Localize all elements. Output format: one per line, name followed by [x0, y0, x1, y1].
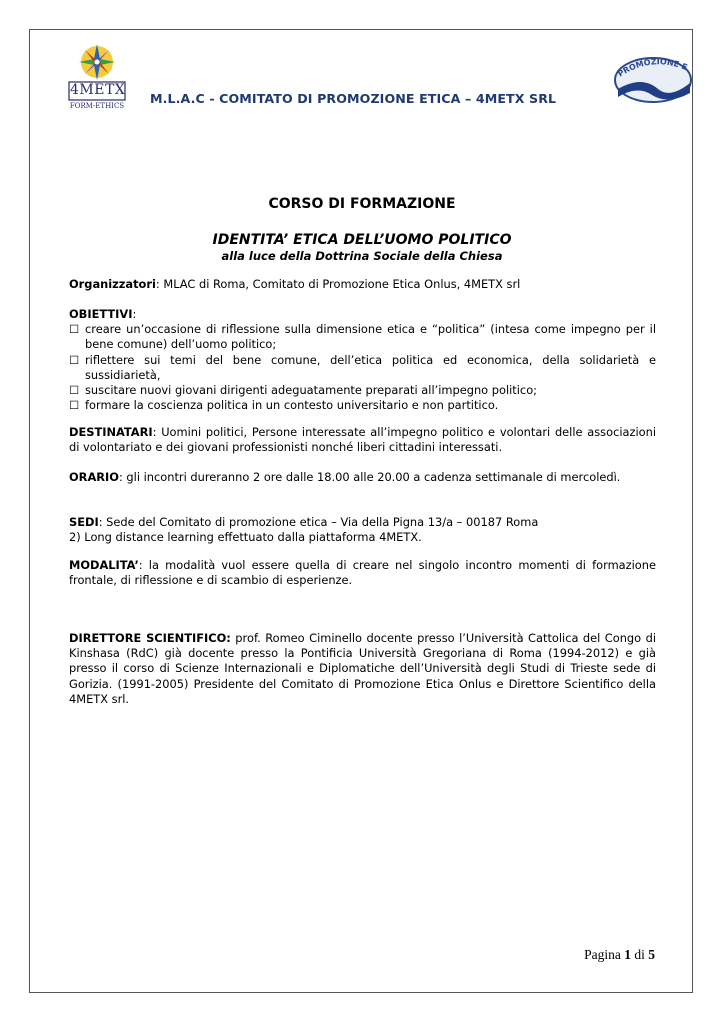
destinatari-label: DESTINATARI: [69, 425, 153, 439]
sedi-line2: 2) Long distance learning effettuato dalla piattaforma 4METX.: [69, 530, 422, 545]
obiettivi-colon: :: [132, 307, 137, 321]
promozione-etica-logo: [612, 55, 694, 105]
page-word: Pagina: [584, 947, 621, 962]
orario-label: ORARIO: [69, 470, 119, 484]
checkbox-icon: ☐: [69, 322, 80, 337]
of-word: di: [634, 947, 645, 962]
sedi-text: : Sede del Comitato di promozione etica – Via della Pigna 13/a – 00187 Roma: [98, 515, 539, 529]
4metx-logo: [66, 42, 128, 118]
organizzatori-section: [69, 277, 656, 292]
logo-tagline: FORM-ETHICS: [69, 102, 125, 110]
page-border: [29, 29, 693, 993]
checkbox-icon: ☐: [69, 352, 80, 367]
current-page: 1: [624, 947, 631, 962]
logo-name: 4METX: [70, 82, 126, 98]
list-item: [69, 353, 656, 383]
objective-text: riflettere sui temi del bene comune, dell’etica politica ed economica, della solidarietà e sussidiarietà,: [85, 352, 656, 382]
list-item: [69, 398, 656, 413]
direttore-section: [69, 631, 656, 707]
wave-logo-icon: [612, 55, 694, 105]
direttore-label: DIRETTORE SCIENTIFICO:: [69, 631, 231, 645]
objective-text: suscitare nuovi giovani dirigenti adeguatamente preparati all’impegno politico;: [85, 383, 538, 398]
checkbox-icon: ☐: [69, 398, 80, 413]
objective-text: creare un’occasione di riflessione sulla dimensione etica e “politica” (intesa come impegno per il bene comune) dell’uomo politico;: [85, 322, 656, 352]
organizzatori-text: : MLAC di Roma, Comitato di Promozione Etica Onlus, 4METX srl: [155, 277, 521, 291]
obiettivi-label: OBIETTIVI: [69, 307, 133, 321]
sedi-label: SEDI: [69, 515, 99, 529]
course-title: IDENTITA’ ETICA DELL’UOMO POLITICO: [212, 232, 512, 248]
list-item: [69, 383, 656, 398]
orario-section: [69, 470, 656, 485]
sedi-section: [69, 515, 656, 545]
direttore-text: prof. Romeo Ciminello docente presso l’Università Cattolica del Congo di Kinshasa (RdC) già docente presso la Pontificia Università Gregoriana di Roma (1994-2012) e già presso il corso di Scienze Internazionali e Diplomatiche dell’Università degli Studi di Trieste sede di Gorizia. (1991-2005) Presidente del Comitato di Promozione Etica Onlus e Direttore Scientifico della 4METX srl.: [69, 631, 656, 706]
modalita-label: MODALITA’: [69, 558, 139, 572]
obiettivi-section: [69, 307, 656, 413]
checkbox-icon: ☐: [69, 383, 80, 398]
objective-text: formare la coscienza politica in un contesto universitario e non partitico.: [85, 398, 499, 413]
modalita-section: [69, 558, 656, 588]
page-number: [584, 947, 655, 963]
header-title: M.L.A.C - COMITATO DI PROMOZIONE ETICA – 4METX SRL: [150, 91, 557, 106]
modalita-text: : la modalità vuol essere quella di creare nel singolo incontro momenti di formazione frontale, di riflessione e di scambio di esperienze.: [69, 558, 656, 588]
total-pages: 5: [648, 947, 655, 962]
destinatari-section: [69, 425, 656, 455]
orario-text: : gli incontri dureranno 2 ore dalle 18.00 alle 20.00 a cadenza settimanale di mercoledì.: [118, 470, 621, 484]
organizzatori-label: Organizzatori: [69, 277, 156, 291]
logo-right-text: PROMOZIONE E: [616, 57, 689, 79]
destinatari-text: : Uomini politici, Persone interessate all’impegno politico e volontari delle associazioni di volontariato e dei giovani professionisti nonché liberi cittadini interessati.: [69, 425, 656, 455]
course-subtitle: alla luce della Dottrina Sociale della Chiesa: [221, 249, 503, 263]
list-item: [69, 322, 656, 352]
course-type: CORSO DI FORMAZIONE: [268, 196, 456, 212]
